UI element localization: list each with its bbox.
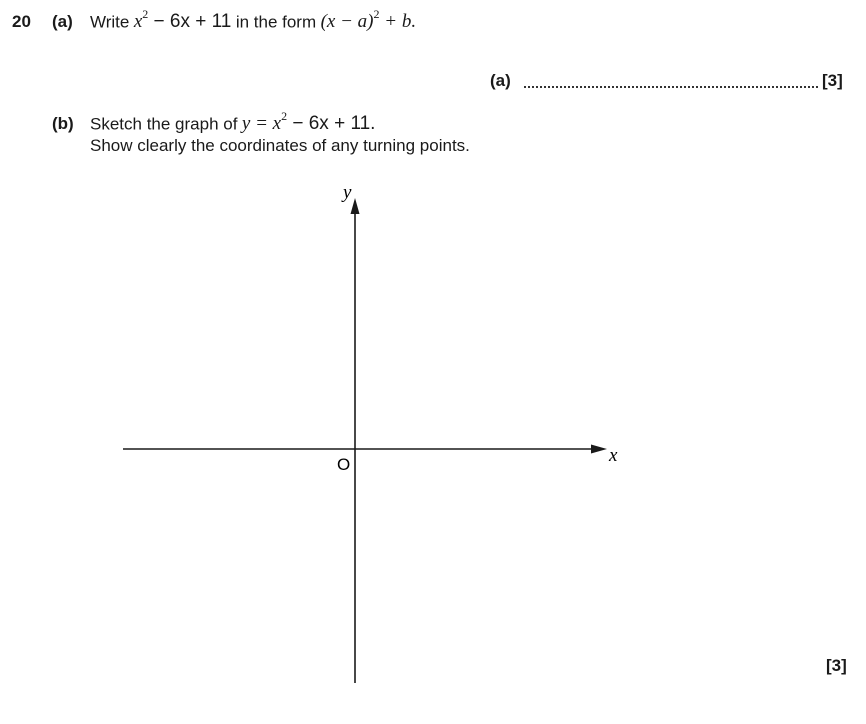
- part-b-line1-prefix: Sketch the graph of: [90, 114, 238, 134]
- part-a-form-open: (x − a): [320, 11, 374, 33]
- answer-a-label: (a): [490, 71, 511, 90]
- x-axis-label: x: [609, 445, 618, 466]
- part-b-line2: Show clearly the coordinates of any turning points.: [90, 136, 470, 155]
- part-a-expression-x: x: [133, 11, 143, 33]
- x-axis-arrow-icon: [591, 445, 607, 454]
- part-a-expression-rest: − 6x + 11: [148, 11, 232, 33]
- y-axis-arrow-icon: [351, 198, 360, 214]
- part-b-label: (b): [52, 114, 74, 133]
- origin-label: O: [337, 455, 351, 474]
- part-b-equation-exponent: 2: [281, 109, 288, 123]
- part-a-marks: [3]: [822, 71, 843, 90]
- part-a-form-rest: + b.: [379, 11, 417, 33]
- question-number: 20: [12, 12, 31, 31]
- part-a-form-exponent: 2: [373, 7, 380, 21]
- part-a-prompt-mid: in the form: [235, 12, 317, 32]
- y-axis-label: y: [343, 182, 352, 203]
- part-b-equation-rest: − 6x + 11.: [287, 113, 376, 135]
- part-b-equation-y: y = x: [241, 113, 282, 135]
- part-a-label: (a): [52, 12, 73, 31]
- part-b-marks: [3]: [826, 656, 847, 675]
- part-a-expression-exponent: 2: [142, 7, 149, 21]
- part-a-prompt-prefix: Write: [90, 12, 130, 32]
